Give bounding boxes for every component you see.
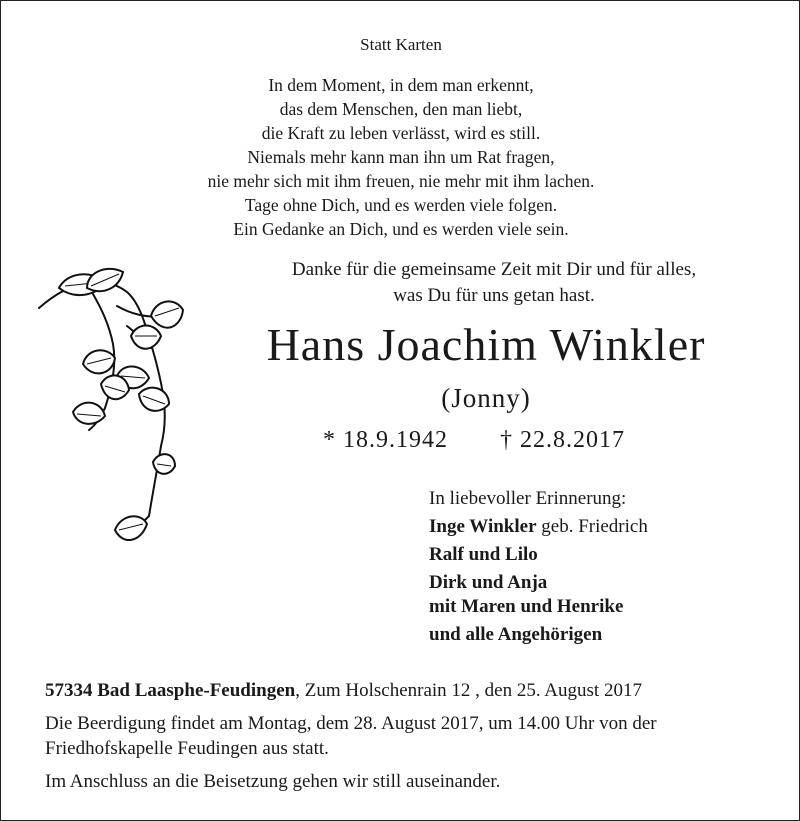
mourners-intro: In liebevoller Erinnerung:	[429, 488, 627, 509]
birth-date: * 18.9.1942	[323, 427, 448, 453]
place-name: 57334 Bad Laasphe-Feudingen	[45, 680, 296, 701]
deceased-nickname: (Jonny)	[441, 383, 531, 413]
poem-line: In dem Moment, in dem man erkennt,	[268, 75, 534, 95]
birch-branch-icon	[31, 266, 206, 586]
mourner-name: Inge Winkler	[429, 516, 537, 537]
notice-header: Statt Karten	[360, 35, 442, 54]
mourner-line	[429, 621, 648, 649]
closing-line: Im Anschluss an die Beisetzung gehen wir still auseinander.	[45, 771, 501, 792]
poem-line: das dem Menschen, den man liebt,	[279, 99, 523, 119]
poem-line: Ein Gedanke an Dich, und es werden viele sein.	[233, 219, 569, 239]
poem	[1, 73, 800, 241]
mourners-list	[429, 485, 648, 649]
place-date-line	[45, 678, 765, 703]
mourner-name: und alle Angehörigen	[429, 624, 603, 645]
mourner-name: Ralf und Lilo	[429, 544, 538, 565]
mourner-line	[429, 513, 648, 541]
footer	[45, 678, 765, 794]
mourner-name: Dirk und Anja	[429, 572, 548, 593]
mourner-name: mit Maren und Henrike	[429, 596, 624, 617]
thanks-line: Danke für die gemeinsame Zeit mit Dir und für alles,	[291, 259, 697, 280]
funeral-info-line: Friedhofskapelle Feudingen aus statt.	[45, 738, 329, 759]
poem-line: die Kraft zu leben verlässt, wird es still.	[261, 123, 541, 143]
mourner-line	[429, 541, 648, 569]
poem-line: Niemals mehr kann man ihn um Rat fragen,	[247, 147, 555, 167]
address-date: , Zum Holschenrain 12 , den 25. August 2017	[295, 680, 642, 701]
thanks-line: was Du für uns getan hast.	[393, 285, 595, 306]
mourner-note: geb. Friedrich	[536, 516, 648, 537]
poem-line: Tage ohne Dich, und es werden viele folgen.	[244, 195, 558, 215]
funeral-info-line: Die Beerdigung findet am Montag, dem 28. August 2017, um 14.00 Uhr von der	[45, 713, 657, 734]
mourner-line	[429, 593, 648, 621]
poem-line: nie mehr sich mit ihm freuen, nie mehr mit ihm lachen.	[207, 171, 595, 191]
deceased-name: Hans Joachim Winkler	[266, 319, 706, 370]
death-date: † 22.8.2017	[500, 427, 625, 453]
